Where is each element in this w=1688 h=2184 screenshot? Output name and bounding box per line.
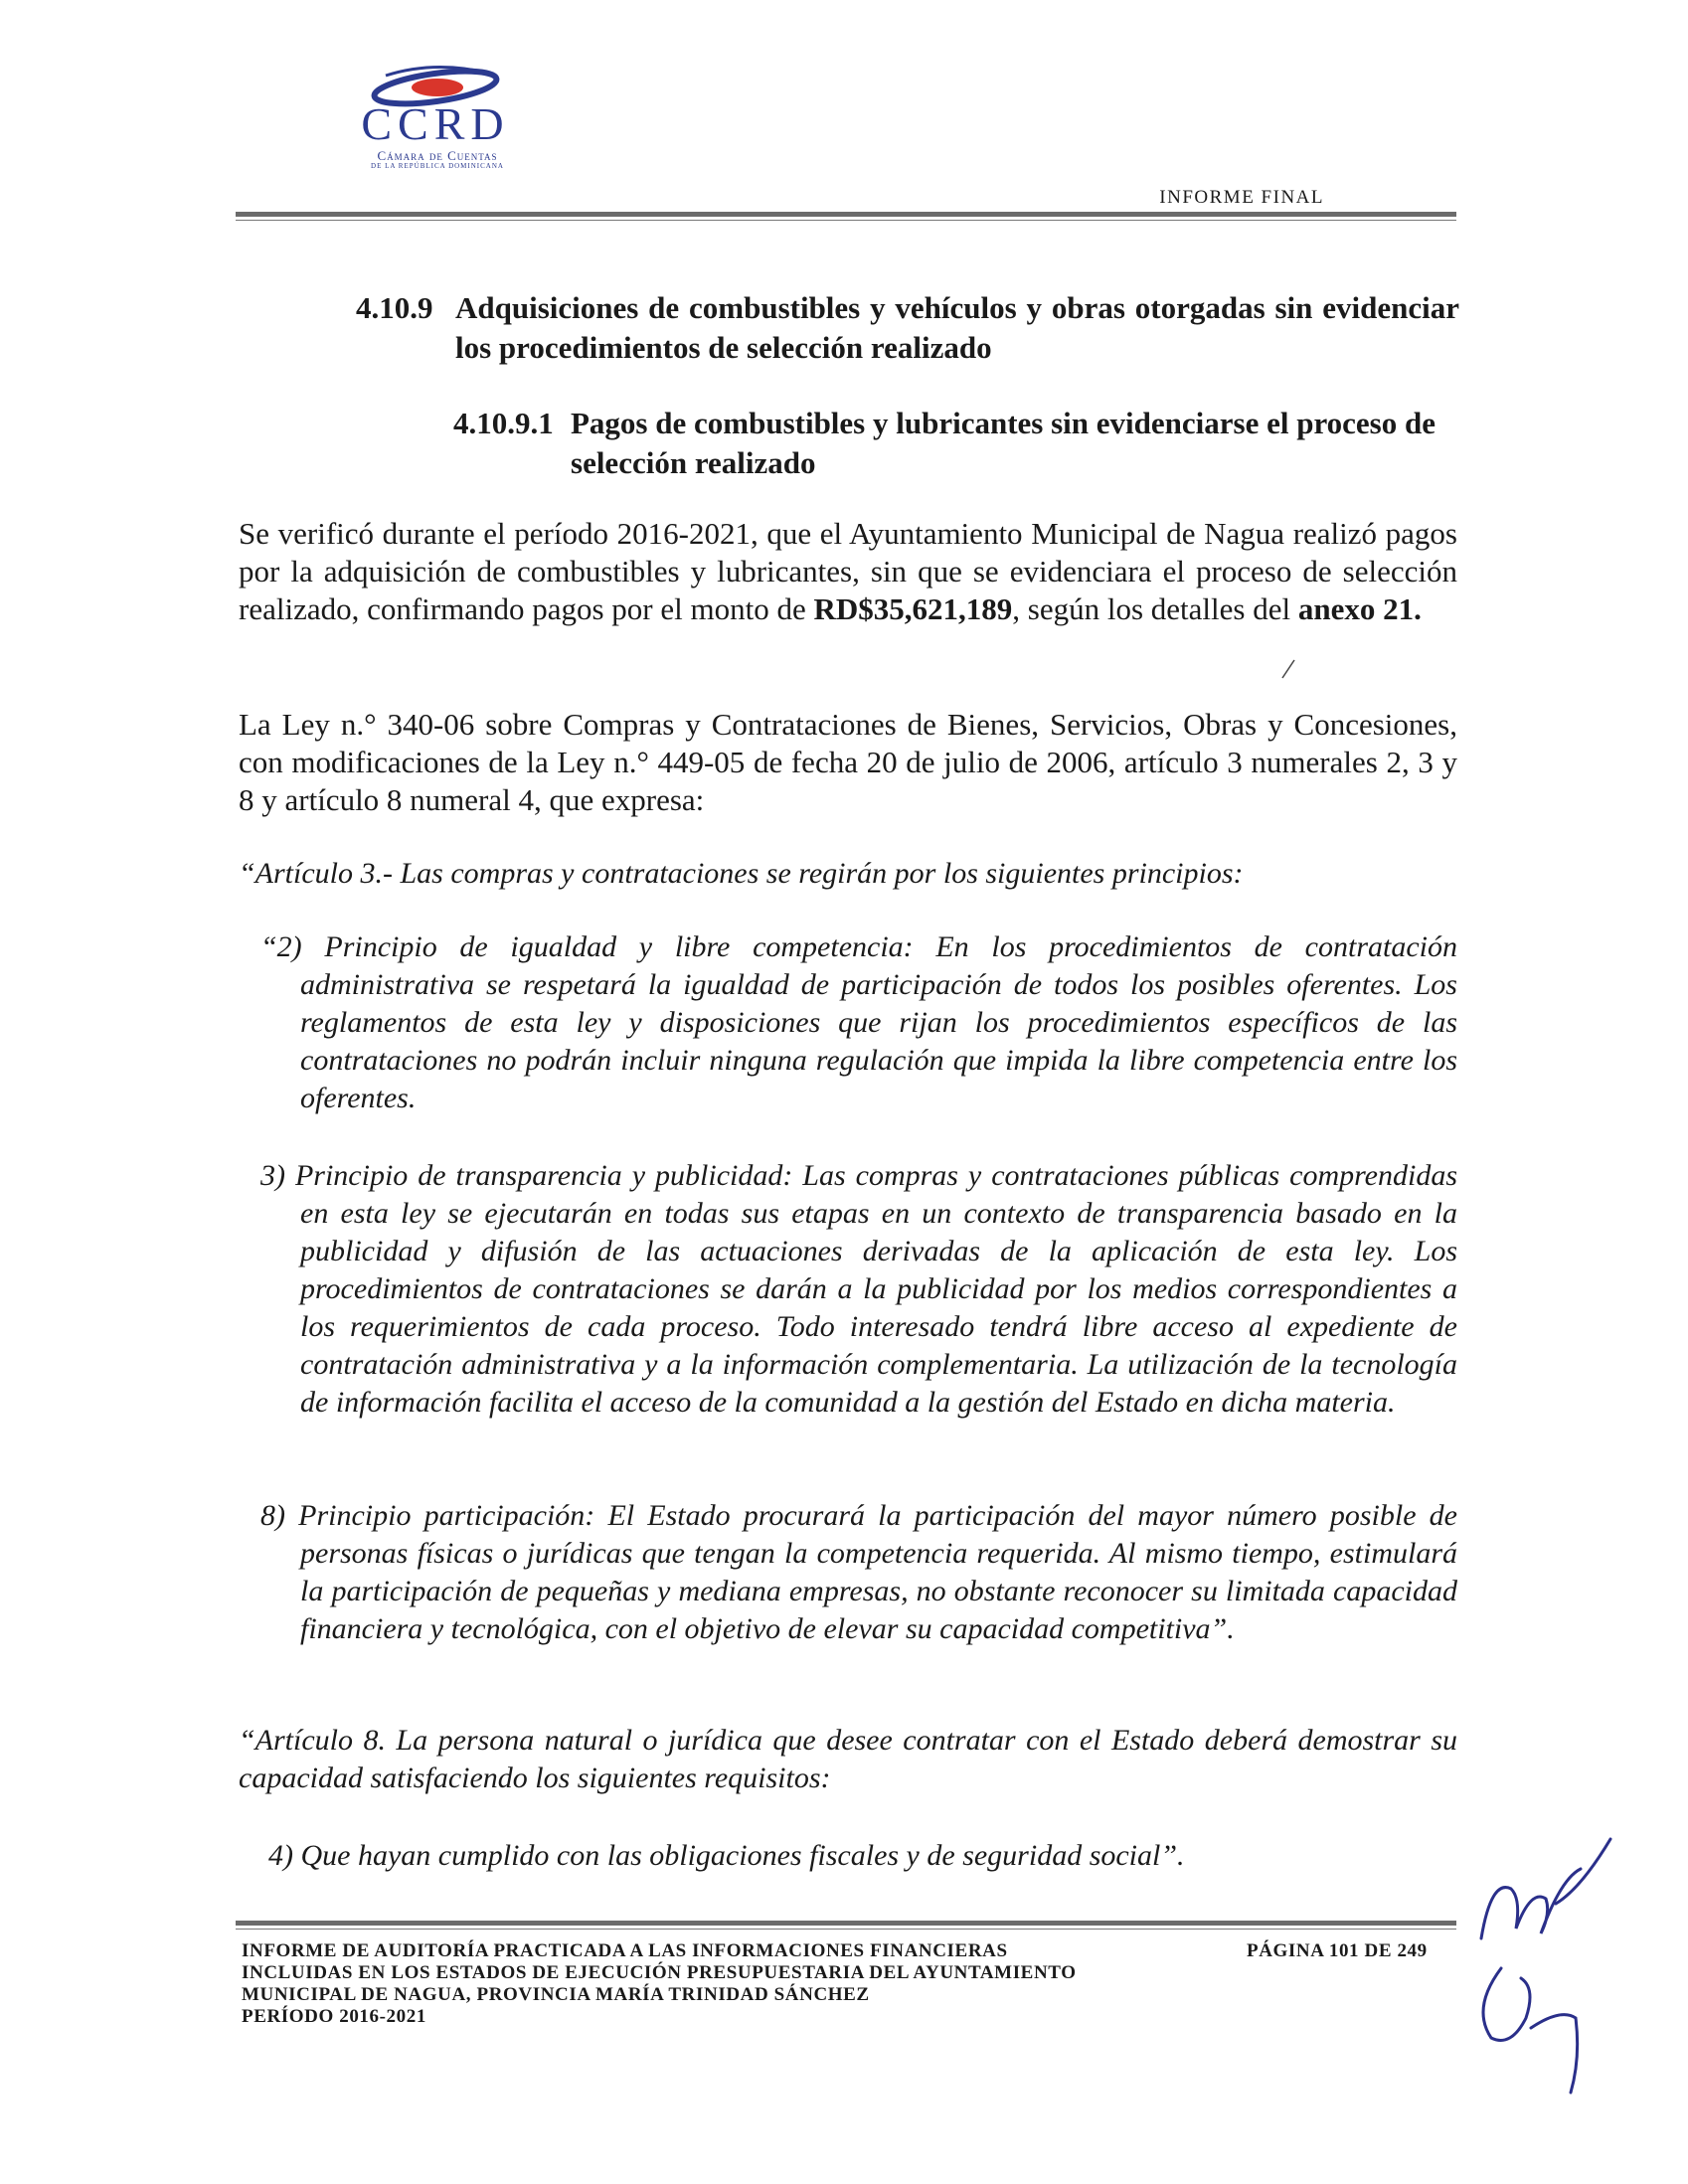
footer-report-title	[242, 1940, 1236, 2028]
subsection-heading	[453, 404, 1459, 483]
paragraph-law: La Ley n.° 340-06 sobre Compras y Contrataciones de Bienes, Servicios, Obras y Concesiones, con modificaciones de la Ley n.° 449-05 de fecha 20 de julio de 2006, artículo 3 numerales 2, 3 y 8 y artículo 8 numeral 4, que expresa:	[239, 707, 1457, 817]
amount: RD$35,621,189	[813, 591, 1013, 626]
quote-article-3-intro: “Artículo 3.- Las compras y contrataciones se regirán por los siguientes principios:	[239, 857, 1244, 890]
section-heading	[356, 288, 1459, 368]
quote-article-8-intro: “Artículo 8. La persona natural o jurídica que desee contratar con el Estado deberá demostrar su capacidad satisfaciendo los siguientes requisitos:	[239, 1724, 1457, 1794]
footer-line4: PERÍODO 2016-2021	[242, 2006, 426, 2027]
paragraph-finding-text-b: , según los detalles del	[1012, 591, 1298, 626]
logo-acronym: CCRD	[361, 98, 510, 149]
quote-item-2	[260, 928, 1457, 1117]
paragraph-finding	[239, 515, 1457, 628]
annex-reference: anexo 21.	[1297, 591, 1422, 626]
quote-item-2-text: “2) Principio de igualdad y libre competencia: En los procedimientos de contratación administrativa se respetará la igualdad de participación de todos los posibles oferentes. Los reglamentos de esta ley y disposiciones que rijan los procedimientos específicos de las contrataciones no podrán incluir ninguna regulación que impida la libre competencia entre los oferentes.	[260, 930, 1457, 1114]
quote-article-8-item-4: 4) Que hayan cumplido con las obligaciones fiscales y de seguridad social”.	[268, 1839, 1185, 1872]
handwritten-initials-icon	[1461, 1819, 1630, 2098]
section-number: 4.10.9	[356, 290, 433, 325]
footer-line1: INFORME DE AUDITORÍA PRACTICADA A LAS INFORMACIONES FINANCIERAS	[242, 1940, 1008, 1961]
header-label: INFORME FINAL	[1159, 187, 1324, 208]
quote-item-8-text: 8) Principio participación: El Estado procurará la participación del mayor número posible de personas físicas o jurídicas que tengan la competencia requerida. Al mismo tiempo, estimulará la participación de pequeñas y mediana empresas, no obstante reconocer su limitada capacidad financiera y tecnológica, con el objetivo de elevar su capacidad competitiva”.	[260, 1499, 1457, 1645]
pen-tick-icon	[1280, 658, 1296, 680]
quote-item-8	[260, 1497, 1457, 1648]
footer-line2: INCLUIDAS EN LOS ESTADOS DE EJECUCIÓN PRESUPUESTARIA DEL AYUNTAMIENTO	[242, 1962, 1077, 1983]
paragraph-finding-text-a: Se verificó durante el período 2016-2021, que el Ayuntamiento Municipal de Nagua realizó pagos por la adquisición de combustibles y lubricantes, sin que se evidenciara el proceso de selección realizado, confirmando pagos por el monto de	[239, 516, 1457, 626]
subsection-title: Pagos de combustibles y lubricantes sin evidenciarse el proceso de selección realizado	[571, 406, 1435, 480]
section-title: Adquisiciones de combustibles y vehículos y obras otorgadas sin evidenciar los procedimientos de selección realizado	[455, 290, 1459, 365]
logo-line2: DE LA REPÚBLICA DOMINICANA	[371, 162, 504, 170]
page-number: PÁGINA 101 DE 249	[1247, 1940, 1428, 1961]
footer-rule	[236, 1921, 1456, 1930]
quote-item-3-text: 3) Principio de transparencia y publicidad: Las compras y contrataciones públicas comprendidas en esta ley se ejecutarán en todas sus etapas en un contexto de transparencia basado en la publicidad y difusión de las actuaciones derivadas de la aplicación de esta ley. Los procedimientos de contrataciones se darán a la publicidad por los medios correspondientes a los requerimientos de cada proceso. Todo interesado tendrá libre acceso al expediente de contratación administrativa y a la información complementaria. La utilización de la tecnología de información facilita el acceso de la comunidad a la gestión del Estado en dicha materia.	[260, 1159, 1457, 1419]
ccrd-logo	[316, 62, 555, 171]
quote-item-3	[260, 1157, 1457, 1422]
subsection-number: 4.10.9.1	[453, 406, 554, 440]
logo-line1: Cámara de Cuentas	[377, 148, 498, 163]
footer-line3: MUNICIPAL DE NAGUA, PROVINCIA MARÍA TRINIDAD SÁNCHEZ	[242, 1984, 870, 2005]
header-rule	[236, 212, 1456, 221]
